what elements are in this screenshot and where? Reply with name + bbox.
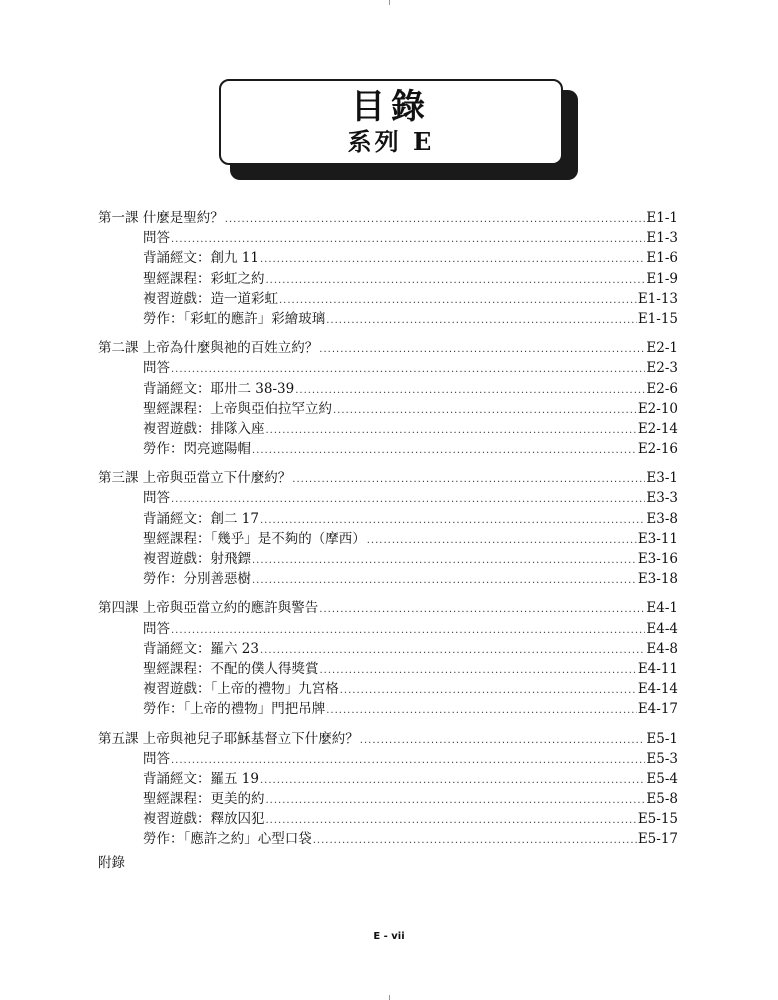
toc-page-number: E3-18 [637,571,678,588]
toc-entry-label: 問答 [143,620,170,637]
dot-leader [260,254,645,265]
toc-page-number: E1-1 [646,210,678,226]
toc-entry[interactable] [98,307,678,327]
toc-entry[interactable] [98,507,678,527]
dot-leader [260,515,645,526]
dot-leader [225,214,646,225]
toc-page-number: E4-1 [646,600,678,617]
dot-leader [171,755,645,766]
dot-leader [266,425,637,436]
dot-leader [252,445,637,456]
toc-entry[interactable] [98,617,678,637]
toc-page-number: E1-6 [646,250,678,267]
toc-page-number: E4-8 [646,640,678,657]
toc-lesson-heading[interactable] [98,206,678,226]
toc-entry[interactable] [98,527,678,547]
appendix-heading[interactable]: 附錄 [98,855,125,871]
toc-entry[interactable] [98,787,678,807]
toc-page-number: E3-1 [646,470,678,487]
toc-entry[interactable] [98,697,678,717]
dot-leader [252,555,637,566]
toc-entry[interactable] [98,657,678,677]
table-of-contents [98,206,678,857]
toc-entry-label: 聖經課程：「幾乎」是不夠的（摩西） [143,530,366,547]
toc-page-number: E5-1 [646,730,678,747]
toc-entry-label: 問答 [143,750,170,767]
dot-leader [266,275,646,286]
dot-leader [171,234,645,245]
lesson-1 [98,206,678,327]
lesson-4 [98,596,678,717]
toc-entry-label: 複習遊戲：排隊入座 [143,420,265,437]
toc-page-number: E2-16 [637,441,678,458]
toc-page-number: E5-3 [646,750,678,767]
dot-leader [360,735,646,746]
dot-leader [171,494,645,505]
toc-entry[interactable] [98,356,678,376]
toc-page-number: E5-8 [646,791,678,808]
toc-lesson-heading[interactable] [98,466,678,486]
toc-page-number: E3-3 [646,490,678,507]
toc-entry-label: 聖經課程：彩虹之約 [143,270,265,287]
dot-leader [260,645,645,656]
crop-mark [389,995,390,1000]
toc-entry-label: 第一課 什麼是聖約？ [98,210,224,226]
toc-entry-label: 勞作：「彩虹的應許」彩繪玻璃 [143,310,326,327]
dot-leader [171,625,645,636]
toc-entry-label: 背誦經文：創二 17 [143,510,259,527]
crop-mark [389,0,390,5]
toc-entry[interactable] [98,246,678,266]
toc-entry[interactable] [98,827,678,847]
toc-entry-label: 問答 [143,490,170,507]
dot-leader [313,835,637,846]
toc-entry-label: 問答 [143,230,170,247]
toc-page-number: E1-3 [646,230,678,247]
toc-entry-label: 第二課 上帝為什麼與祂的百姓立約？ [98,340,319,357]
toc-entry[interactable] [98,397,678,417]
toc-lesson-heading[interactable] [98,596,678,616]
dot-leader [340,685,637,696]
toc-page-number: E5-4 [646,770,678,787]
dot-leader [279,295,637,306]
toc-entry[interactable] [98,807,678,827]
toc-page-number: E3-16 [637,551,678,567]
toc-page-number: E2-3 [646,360,678,377]
toc-entry-label: 複習遊戲：釋放囚犯 [143,811,265,828]
lesson-3 [98,466,678,587]
toc-entry[interactable] [98,486,678,506]
toc-entry-label: 問答 [143,360,170,377]
toc-page-number: E1-15 [637,310,678,327]
dot-leader [333,405,637,416]
title-box [219,79,563,165]
toc-entry[interactable] [98,547,678,567]
page-footer-number: E - vii [373,931,405,942]
dot-leader [252,575,637,586]
toc-entry[interactable] [98,437,678,457]
dot-leader [292,474,645,485]
dot-leader [319,604,645,615]
toc-entry[interactable] [98,567,678,587]
toc-page-number: E1-13 [637,290,678,307]
toc-page-number: E2-6 [646,380,678,397]
toc-entry-label: 第五課 上帝與祂兒子耶穌基督立下什麼約？ [98,730,359,747]
dot-leader [326,315,637,326]
toc-page-number: E4-17 [637,701,678,718]
toc-entry[interactable] [98,377,678,397]
toc-page-number: E3-8 [646,510,678,527]
toc-entry-label: 聖經課程：不配的僕人得獎賞 [143,660,319,677]
toc-entry[interactable] [98,287,678,307]
lesson-2 [98,336,678,457]
toc-page-number: E2-10 [637,400,678,417]
page-subtitle: 系列 E [347,127,435,156]
toc-entry[interactable] [98,767,678,787]
toc-entry-label: 複習遊戲：造一道彩虹 [143,290,278,307]
dot-leader [367,535,637,546]
toc-entry-label: 背誦經文：耶卅二 38-39 [143,380,295,397]
toc-page-number: E4-4 [646,620,678,637]
dot-leader [319,344,645,355]
dot-leader [260,775,645,786]
toc-page-number: E3-11 [637,530,678,547]
dot-leader [171,364,645,375]
lesson-5 [98,727,678,848]
page-title: 目錄 [351,87,431,127]
toc-entry[interactable] [98,417,678,437]
dot-leader [266,795,646,806]
toc-entry-label: 第四課 上帝與亞當立約的應許與警告 [98,600,319,617]
toc-entry[interactable] [98,677,678,697]
toc-entry-label: 勞作：閃亮遮陽帽 [143,441,251,458]
toc-entry-label: 複習遊戲：射飛鏢 [143,551,251,567]
dot-leader [266,815,637,826]
dot-leader [326,705,637,716]
toc-page-number: E2-14 [637,420,678,437]
toc-entry[interactable] [98,747,678,767]
toc-entry-label: 背誦經文：創九 11 [143,250,259,267]
toc-entry[interactable] [98,226,678,246]
toc-lesson-heading[interactable] [98,336,678,356]
toc-entry-label: 複習遊戲：「上帝的禮物」九宮格 [143,681,339,698]
toc-page-number: E1-9 [646,270,678,287]
toc-entry-label: 勞作：「應許之約」心型口袋 [143,831,312,848]
toc-entry-label: 背誦經文：羅五 19 [143,770,259,787]
toc-entry-label: 聖經課程：更美的約 [143,791,265,808]
toc-entry-label: 背誦經文：羅六 23 [143,640,259,657]
toc-entry[interactable] [98,267,678,287]
toc-lesson-heading[interactable] [98,727,678,747]
toc-page-number: E5-17 [637,831,678,848]
toc-entry-label: 勞作：「上帝的禮物」門把吊牌 [143,701,326,718]
toc-entry[interactable] [98,637,678,657]
toc-page-number: E5-15 [637,811,678,828]
toc-page-number: E2-1 [646,340,678,357]
dot-leader [320,665,637,676]
toc-entry-label: 聖經課程：上帝與亞伯拉罕立約 [143,400,332,417]
toc-page-number: E4-11 [637,660,678,677]
dot-leader [295,385,645,396]
toc-entry-label: 第三課 上帝與亞當立下什麼約？ [98,470,292,487]
toc-entry-label: 勞作：分別善惡樹 [143,571,251,588]
toc-page-number: E4-14 [637,681,678,698]
